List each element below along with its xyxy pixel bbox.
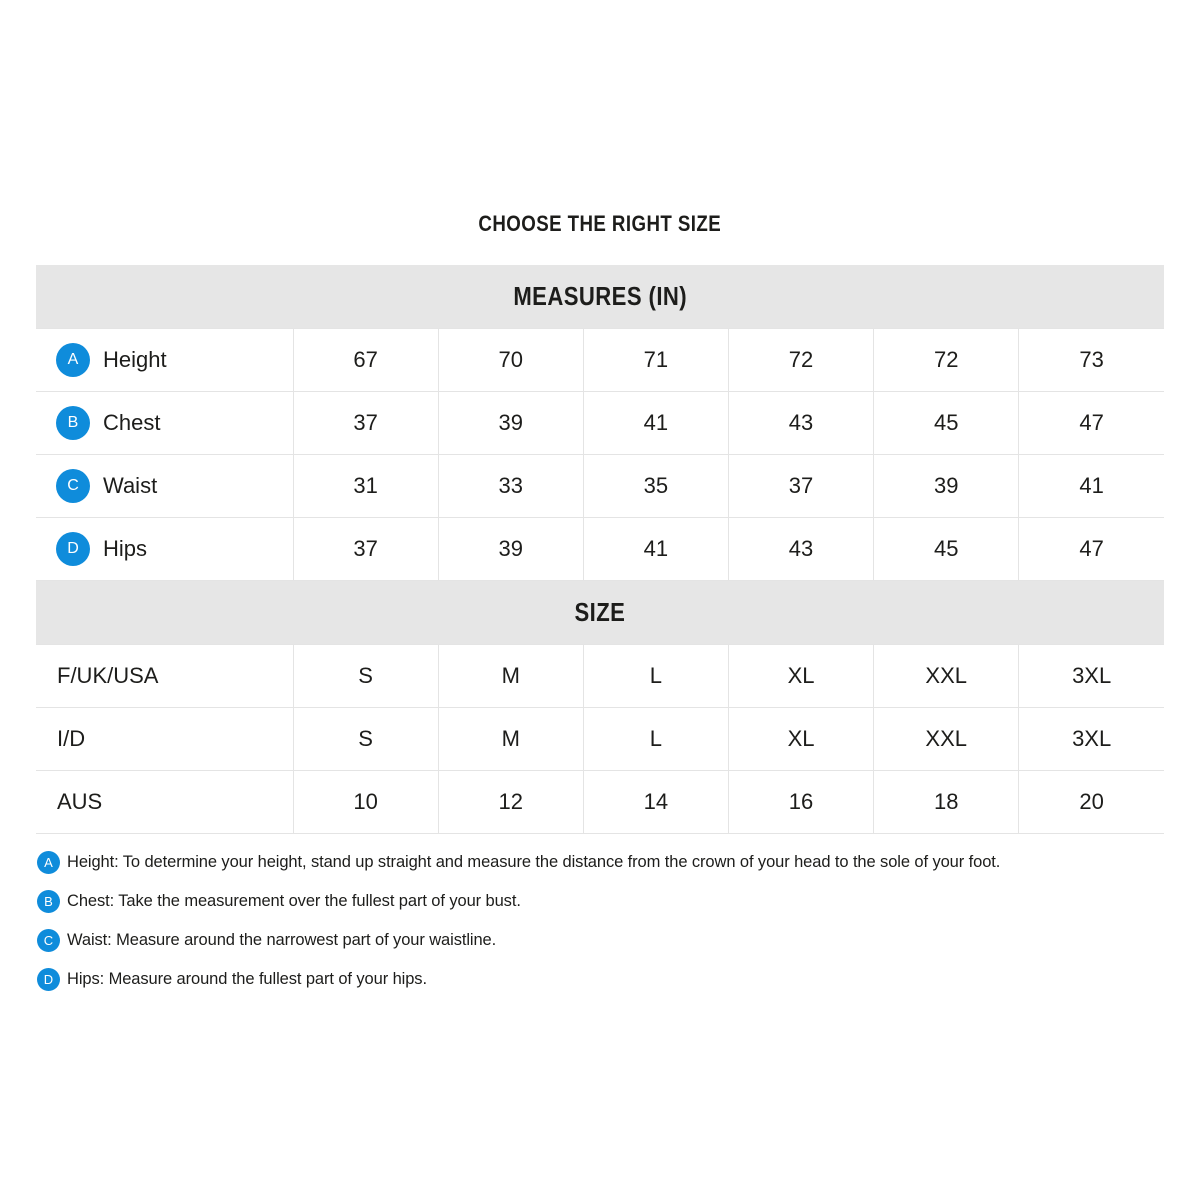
i-d-size-cell: L <box>583 708 728 771</box>
aus-size-cell: 14 <box>583 771 728 834</box>
badge-b: B <box>56 406 90 440</box>
i-d-size-cell: 3XL <box>1019 708 1164 771</box>
legend-badge-a: A <box>37 851 60 874</box>
aus-size-cell: 16 <box>728 771 873 834</box>
legend-row-hips <box>37 968 1164 991</box>
size-header-text: SIZE <box>574 597 626 627</box>
chest-value-cell: 41 <box>583 392 728 455</box>
legend-text-height: Height: To determine your height, stand up straight and measure the distance from the crown of your head to the sole of your foot. <box>67 853 1001 871</box>
legend-row-height <box>37 851 1164 874</box>
legend-badge-c: C <box>37 929 60 952</box>
measure-row-chest <box>36 392 1164 455</box>
measure-label-cell-hips <box>36 518 293 581</box>
height-value-cell: 73 <box>1019 329 1164 392</box>
size-row-f-uk-usa <box>36 645 1164 708</box>
measure-label-chest: Chest <box>103 410 161 435</box>
height-value-cell: 67 <box>293 329 438 392</box>
page-title <box>36 213 1164 235</box>
f-uk-usa-size-cell: S <box>293 645 438 708</box>
waist-value-cell: 35 <box>583 455 728 518</box>
badge-d: D <box>56 532 90 566</box>
measure-label-cell-chest <box>36 392 293 455</box>
aus-size-cell: 20 <box>1019 771 1164 834</box>
i-d-size-cell: M <box>438 708 583 771</box>
height-value-cell: 71 <box>583 329 728 392</box>
f-uk-usa-size-cell: L <box>583 645 728 708</box>
chest-value-cell: 47 <box>1019 392 1164 455</box>
size-label-i-d: I/D <box>36 708 293 771</box>
measures-header-row <box>36 265 1164 329</box>
f-uk-usa-size-cell: 3XL <box>1019 645 1164 708</box>
aus-size-cell: 12 <box>438 771 583 834</box>
size-row-aus <box>36 771 1164 834</box>
measure-label-height: Height <box>103 347 167 372</box>
i-d-size-cell: XXL <box>874 708 1019 771</box>
size-chart-table <box>36 265 1164 834</box>
measures-header-text: MEASURES (IN) <box>513 281 687 311</box>
legend-badge-d: D <box>37 968 60 991</box>
measure-label-waist: Waist <box>103 473 158 498</box>
f-uk-usa-size-cell: M <box>438 645 583 708</box>
hips-value-cell: 47 <box>1019 518 1164 581</box>
waist-value-cell: 37 <box>728 455 873 518</box>
size-label-aus: AUS <box>36 771 293 834</box>
i-d-size-cell: S <box>293 708 438 771</box>
chest-value-cell: 43 <box>728 392 873 455</box>
hips-value-cell: 41 <box>583 518 728 581</box>
f-uk-usa-size-cell: XXL <box>874 645 1019 708</box>
measure-row-height <box>36 329 1164 392</box>
measure-row-hips <box>36 518 1164 581</box>
hips-value-cell: 43 <box>728 518 873 581</box>
waist-value-cell: 39 <box>874 455 1019 518</box>
size-label-f-uk-usa: F/UK/USA <box>36 645 293 708</box>
size-row-i-d <box>36 708 1164 771</box>
legend-text-hips: Hips: Measure around the fullest part of your hips. <box>67 970 427 988</box>
hips-value-cell: 45 <box>874 518 1019 581</box>
size-header-cell <box>36 581 1164 645</box>
legend-text-chest: Chest: Take the measurement over the fullest part of your bust. <box>67 892 521 910</box>
waist-value-cell: 33 <box>438 455 583 518</box>
measures-header-cell <box>36 265 1164 329</box>
measure-row-waist <box>36 455 1164 518</box>
waist-value-cell: 41 <box>1019 455 1164 518</box>
badge-c: C <box>56 469 90 503</box>
legend-text-waist: Waist: Measure around the narrowest part of your waistline. <box>67 931 497 949</box>
measure-label-hips: Hips <box>103 536 148 561</box>
size-header-row <box>36 581 1164 645</box>
badge-a: A <box>56 343 90 377</box>
height-value-cell: 72 <box>874 329 1019 392</box>
height-value-cell: 72 <box>728 329 873 392</box>
chest-value-cell: 37 <box>293 392 438 455</box>
legend-row-chest <box>37 890 1164 913</box>
legend-row-waist <box>37 929 1164 952</box>
page-title-text: CHOOSE THE RIGHT SIZE <box>478 211 722 236</box>
measurement-legend <box>36 851 1164 991</box>
aus-size-cell: 10 <box>293 771 438 834</box>
hips-value-cell: 39 <box>438 518 583 581</box>
f-uk-usa-size-cell: XL <box>728 645 873 708</box>
legend-badge-b: B <box>37 890 60 913</box>
i-d-size-cell: XL <box>728 708 873 771</box>
aus-size-cell: 18 <box>874 771 1019 834</box>
chest-value-cell: 45 <box>874 392 1019 455</box>
height-value-cell: 70 <box>438 329 583 392</box>
measure-label-cell-height <box>36 329 293 392</box>
chest-value-cell: 39 <box>438 392 583 455</box>
waist-value-cell: 31 <box>293 455 438 518</box>
hips-value-cell: 37 <box>293 518 438 581</box>
measure-label-cell-waist <box>36 455 293 518</box>
